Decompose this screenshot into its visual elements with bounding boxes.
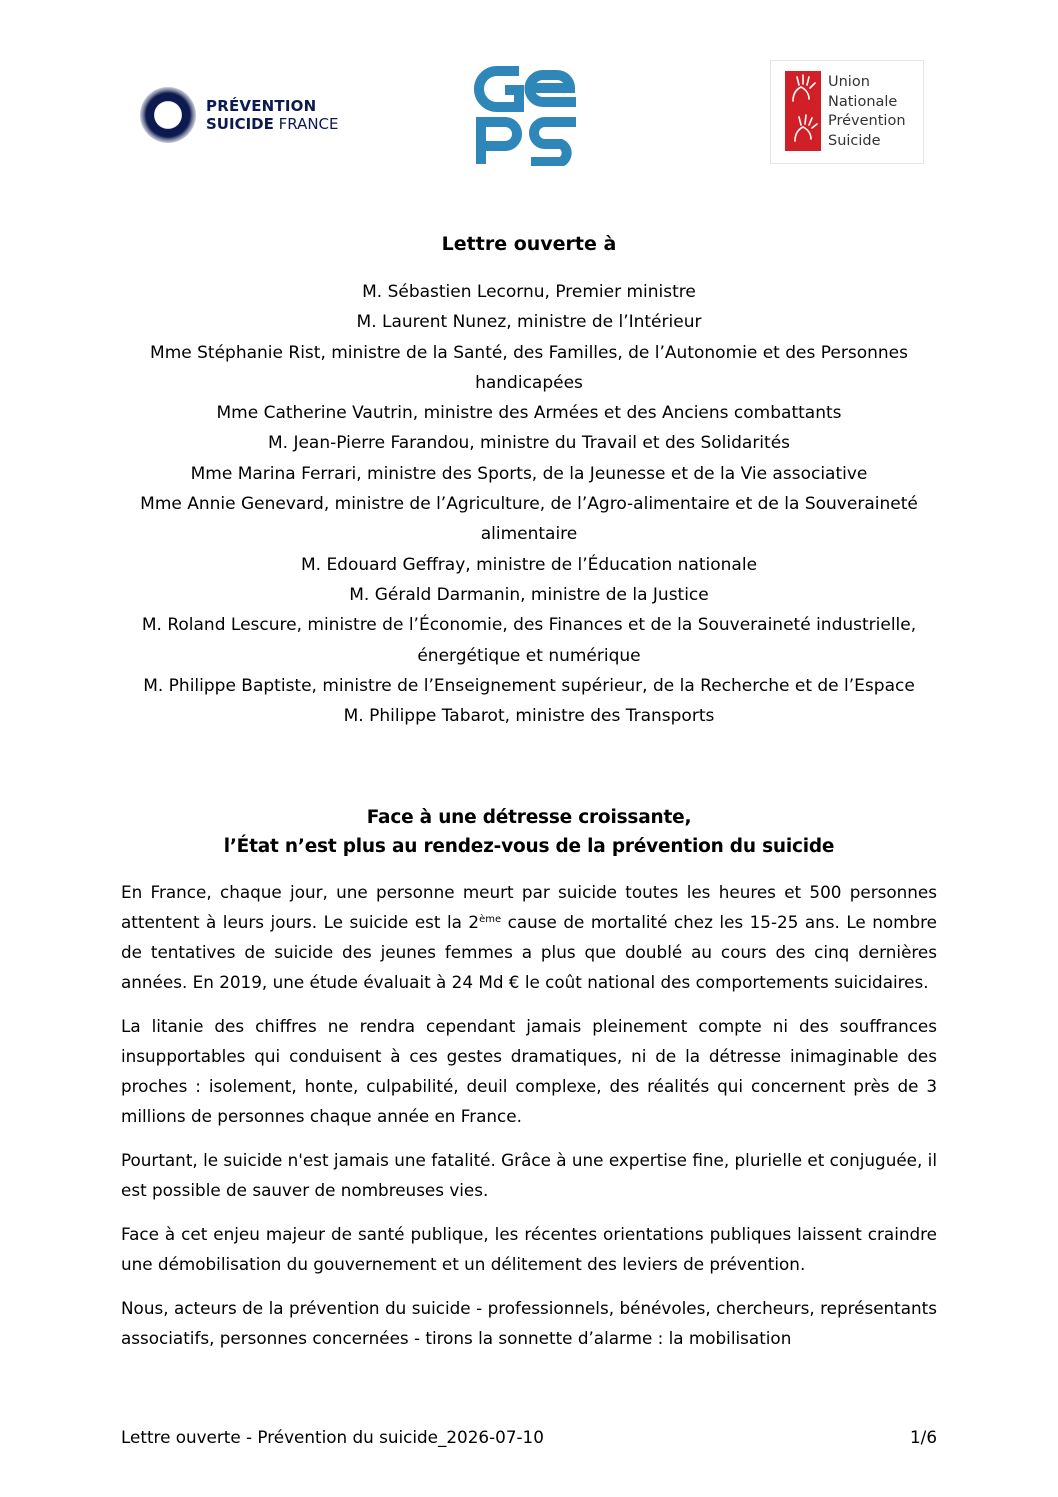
psf-ring-icon bbox=[140, 87, 196, 143]
recipient-line: M. Jean-Pierre Farandou, ministre du Travail et des Solidarités bbox=[267, 433, 791, 454]
hands-icon bbox=[785, 71, 821, 151]
p1-part-b: cause de mortalité chez les 15-25 ans. Le nombre de tentatives de suicide des jeunes femmes a plus que doublé au cours des cinq dernières années. En 2019, une étude évaluait à 24 Md € le coût national des comportements suicidaires. bbox=[121, 912, 937, 992]
recipient-line: M. Philippe Baptiste, ministre de l’Enseignement supérieur, de la Recherche et de l’Espace bbox=[143, 675, 915, 696]
unps-logo-text bbox=[828, 73, 906, 151]
unps-hands-icon bbox=[785, 71, 821, 151]
unps-line: Union bbox=[828, 74, 870, 90]
body-paragraph-1 bbox=[121, 877, 937, 997]
recipient-line: énergétique et numérique bbox=[417, 645, 641, 666]
unps-line: Prévention bbox=[828, 113, 906, 129]
psf-logo-text bbox=[206, 97, 339, 133]
recipient-line: Mme Marina Ferrari, ministre des Sports, de la Jeunesse et de la Vie associative bbox=[190, 463, 868, 484]
letter-title: Lettre ouverte à bbox=[441, 233, 617, 255]
recipient-line: M. Philippe Tabarot, ministre des Transports bbox=[343, 706, 715, 727]
recipient-line: M. Gérald Darmanin, ministre de la Justice bbox=[349, 584, 709, 605]
psf-logo-line2 bbox=[206, 115, 339, 133]
article-title-line1: Face à une détresse croissante, bbox=[366, 807, 692, 828]
psf-logo-line2-bold: SUICIDE bbox=[206, 115, 274, 133]
psf-logo-line2-rest: FRANCE bbox=[273, 115, 339, 133]
p1-part-a: En France, chaque jour, une personne meurt par suicide toutes les heures et 500 personnes attentent à leurs jours. Le suicide est la 2 bbox=[121, 882, 937, 932]
recipient-line: Mme Stéphanie Rist, ministre de la Santé, des Familles, de l’Autonomie et des Personnes bbox=[150, 342, 908, 363]
recipient-line: alimentaire bbox=[480, 524, 578, 545]
geps-logo-icon bbox=[473, 62, 583, 166]
p1-superscript: ème bbox=[479, 914, 502, 925]
body-paragraph-2: La litanie des chiffres ne rendra cependant jamais pleinement compte ni des souffrances insupportables qui conduisent à ces gestes dramatiques, ni de la détresse inimaginable des proches : isolement, honte, culpabilité, deuil complexe, des réalités qui concernent près de 3 millions de personnes chaque année en France. bbox=[121, 1016, 937, 1126]
article-title bbox=[0, 803, 1058, 861]
recipient-line: M. Edouard Geffray, ministre de l’Éducation nationale bbox=[300, 554, 758, 575]
unps-logo bbox=[770, 60, 924, 164]
article-title-line2: l’État n’est plus au rendez-vous de la prévention du suicide bbox=[223, 836, 835, 857]
prevention-suicide-france-logo bbox=[140, 85, 370, 145]
recipients-list bbox=[120, 277, 938, 731]
recipient-line: Mme Catherine Vautrin, ministre des Armées et des Anciens combattants bbox=[216, 403, 842, 424]
footer-document-name: Lettre ouverte - Prévention du suicide_2026-07-10 bbox=[121, 1427, 544, 1447]
recipient-line: Mme Annie Genevard, ministre de l’Agriculture, de l’Agro-alimentaire et de la Souveraineté bbox=[140, 494, 918, 515]
geps-logo bbox=[473, 62, 583, 166]
unps-line: Nationale bbox=[828, 93, 898, 110]
unps-line: Suicide bbox=[828, 132, 881, 149]
body-paragraph-4: Face à cet enjeu majeur de santé publique, les récentes orientations publiques laissent craindre une démobilisation du gouvernement et un délitement des leviers de prévention. bbox=[121, 1224, 937, 1274]
letter-body bbox=[121, 877, 937, 1367]
body-paragraph-3: Pourtant, le suicide n'est jamais une fatalité. Grâce à une expertise fine, plurielle et conjuguée, il est possible de sauver de nombreuses vies. bbox=[121, 1150, 937, 1200]
recipient-line: M. Laurent Nunez, ministre de l’Intérieur bbox=[356, 312, 702, 333]
psf-logo-line1: PRÉVENTION bbox=[206, 97, 317, 115]
footer-page-number: 1/6 bbox=[909, 1427, 937, 1447]
body-paragraph-5: Nous, acteurs de la prévention du suicide - professionnels, bénévoles, chercheurs, représentants associatifs, personnes concernées - tirons la sonnette d’alarme : la mobilisation bbox=[121, 1298, 937, 1348]
recipient-line: handicapées bbox=[475, 372, 583, 393]
recipient-line: M. Roland Lescure, ministre de l’Économie, des Finances et de la Souveraineté industrielle, bbox=[141, 615, 917, 636]
recipient-line: M. Sébastien Lecornu, Premier ministre bbox=[362, 282, 696, 302]
